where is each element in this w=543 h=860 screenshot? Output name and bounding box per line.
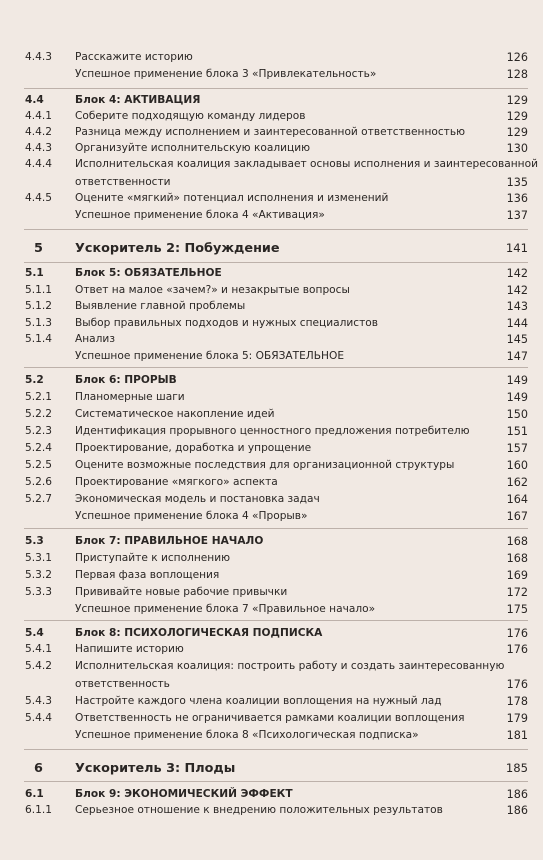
entry-title: Блок 7: ПРАВИЛЬНОЕ НАЧАЛО <box>75 535 264 547</box>
entry-title: Успешное применение блока 4 «Активация» <box>75 209 325 221</box>
divider <box>24 367 528 368</box>
entry-title: Ускоритель 3: Плоды <box>75 761 236 776</box>
entry-number: 4.4.1 <box>25 110 52 122</box>
divider <box>24 229 528 230</box>
entry-title: Оцените возможные последствия для организационной структуры <box>75 459 455 471</box>
entry-number: 5.1.4 <box>25 333 52 345</box>
entry-number: 5.1 <box>25 267 44 279</box>
entry-title: Планомерные шаги <box>75 391 185 403</box>
entry-title: ответственности <box>75 176 171 188</box>
entry-title: Серьезное отношение к внедрению положительных результатов <box>75 804 443 816</box>
entry-title: ответственность <box>75 678 170 690</box>
entry-number: 5.2.1 <box>25 391 52 403</box>
entry-page: 144 <box>506 317 528 330</box>
entry-title: Приступайте к исполнению <box>75 552 231 564</box>
entry-title: Успешное применение блока 4 «Прорыв» <box>75 510 308 522</box>
entry-page: 168 <box>506 535 528 548</box>
entry-number: 5.2.3 <box>25 425 52 437</box>
entry-page: 143 <box>506 300 528 313</box>
entry-page: 179 <box>506 712 528 725</box>
entry-title: Блок 9: ЭКОНОМИЧЕСКИЙ ЭФФЕКТ <box>75 788 293 800</box>
entry-number: 5.2.6 <box>25 476 52 488</box>
entry-number: 6 <box>34 761 43 776</box>
entry-page: 130 <box>506 142 528 155</box>
entry-number: 4.4.4 <box>25 158 52 170</box>
entry-page: 160 <box>506 459 528 472</box>
entry-page: 141 <box>505 241 528 255</box>
entry-title: Исполнительская коалиция: построить работу и создать заинтересованную <box>75 660 505 672</box>
entry-number: 6.1.1 <box>25 804 52 816</box>
entry-number: 5.4.3 <box>25 695 52 707</box>
entry-page: 181 <box>506 729 528 742</box>
entry-number: 5.2.2 <box>25 408 52 420</box>
entry-number: 5.1.2 <box>25 300 52 312</box>
entry-page: 169 <box>506 569 528 582</box>
entry-title: Ответственность не ограничивается рамками коалиции воплощения <box>75 712 465 724</box>
entry-title: Проектирование, доработка и упрощение <box>75 442 312 454</box>
entry-page: 135 <box>506 176 528 189</box>
entry-page: 151 <box>506 425 528 438</box>
entry-page: 147 <box>506 350 528 363</box>
entry-page: 128 <box>506 68 528 81</box>
entry-title: Блок 8: ПСИХОЛОГИЧЕСКАЯ ПОДПИСКА <box>75 627 323 639</box>
entry-title: Систематическое накопление идей <box>75 408 275 420</box>
entry-page: 176 <box>506 643 528 656</box>
entry-number: 5.1.3 <box>25 317 52 329</box>
entry-page: 168 <box>506 552 528 565</box>
entry-page: 149 <box>506 391 528 404</box>
entry-number: 5 <box>34 241 43 256</box>
entry-title: Первая фаза воплощения <box>75 569 220 581</box>
entry-page: 176 <box>506 627 528 640</box>
entry-number: 5.3.2 <box>25 569 52 581</box>
entry-page: 167 <box>506 510 528 523</box>
entry-page: 129 <box>506 110 528 123</box>
entry-title: Напишите историю <box>75 643 184 655</box>
entry-number: 5.4.1 <box>25 643 52 655</box>
entry-title: Расскажите историю <box>75 51 193 63</box>
entry-number: 5.3 <box>25 535 44 547</box>
entry-page: 136 <box>506 192 528 205</box>
entry-title: Успешное применение блока 3 «Привлекательность» <box>75 68 377 80</box>
divider <box>24 620 528 621</box>
divider <box>24 262 528 263</box>
entry-page: 142 <box>506 284 528 297</box>
entry-number: 5.3.3 <box>25 586 52 598</box>
entry-page: 186 <box>506 788 528 801</box>
entry-title: Разница между исполнением и заинтересованной ответственностью <box>75 126 466 138</box>
entry-title: Ускоритель 2: Побуждение <box>75 241 280 256</box>
entry-page: 178 <box>506 695 528 708</box>
entry-number: 4.4.3 <box>25 142 52 154</box>
entry-title: Выявление главной проблемы <box>75 300 246 312</box>
entry-title: Экономическая модель и постановка задач <box>75 493 320 505</box>
entry-title: Оцените «мягкий» потенциал исполнения и изменений <box>75 192 389 204</box>
entry-number: 5.2.5 <box>25 459 52 471</box>
divider <box>24 88 528 89</box>
entry-title: Идентификация прорывного ценностного предложения потребителю <box>75 425 470 437</box>
entry-number: 6.1 <box>25 788 44 800</box>
entry-number: 5.1.1 <box>25 284 52 296</box>
divider <box>24 528 528 529</box>
entry-page: 157 <box>506 442 528 455</box>
entry-number: 4.4.5 <box>25 192 52 204</box>
divider <box>24 749 528 750</box>
entry-page: 129 <box>506 126 528 139</box>
entry-title: Блок 6: ПРОРЫВ <box>75 374 177 386</box>
entry-page: 186 <box>506 804 528 817</box>
entry-page: 164 <box>506 493 528 506</box>
entry-number: 5.2.4 <box>25 442 52 454</box>
entry-page: 162 <box>506 476 528 489</box>
entry-number: 5.4.4 <box>25 712 52 724</box>
entry-number: 5.2.7 <box>25 493 52 505</box>
entry-title: Успешное применение блока 8 «Психологическая подписка» <box>75 729 419 741</box>
entry-title: Прививайте новые рабочие привычки <box>75 586 288 598</box>
entry-number: 5.3.1 <box>25 552 52 564</box>
entry-page: 149 <box>506 374 528 387</box>
entry-title: Блок 4: АКТИВАЦИЯ <box>75 94 201 106</box>
entry-page: 176 <box>506 678 528 691</box>
entry-title: Успешное применение блока 5: ОБЯЗАТЕЛЬНОЕ <box>75 350 345 362</box>
entry-title: Блок 5: ОБЯЗАТЕЛЬНОЕ <box>75 267 222 279</box>
entry-page: 126 <box>506 51 528 64</box>
entry-number: 4.4 <box>25 94 44 106</box>
entry-page: 137 <box>506 209 528 222</box>
entry-title: Организуйте исполнительскую коалицию <box>75 142 310 154</box>
entry-title: Ответ на малое «зачем?» и незакрытые вопросы <box>75 284 350 296</box>
entry-number: 4.4.3 <box>25 51 52 63</box>
entry-title: Успешное применение блока 7 «Правильное начало» <box>75 603 376 615</box>
entry-title: Анализ <box>75 333 115 345</box>
entry-number: 5.4.2 <box>25 660 52 672</box>
entry-title: Соберите подходящую команду лидеров <box>75 110 306 122</box>
entry-title: Проектирование «мягкого» аспекта <box>75 476 278 488</box>
divider <box>24 781 528 782</box>
entry-title: Настройте каждого члена коалиции воплощения на нужный лад <box>75 695 442 707</box>
entry-page: 185 <box>505 761 528 775</box>
entry-title: Исполнительская коалиция закладывает основы исполнения и заинтересованной <box>75 158 538 170</box>
entry-page: 129 <box>506 94 528 107</box>
entry-page: 150 <box>506 408 528 421</box>
entry-page: 175 <box>506 603 528 616</box>
entry-page: 142 <box>506 267 528 280</box>
entry-title: Выбор правильных подходов и нужных специалистов <box>75 317 379 329</box>
entry-page: 145 <box>506 333 528 346</box>
entry-page: 172 <box>506 586 528 599</box>
entry-number: 5.2 <box>25 374 44 386</box>
entry-number: 5.4 <box>25 627 44 639</box>
entry-number: 4.4.2 <box>25 126 52 138</box>
